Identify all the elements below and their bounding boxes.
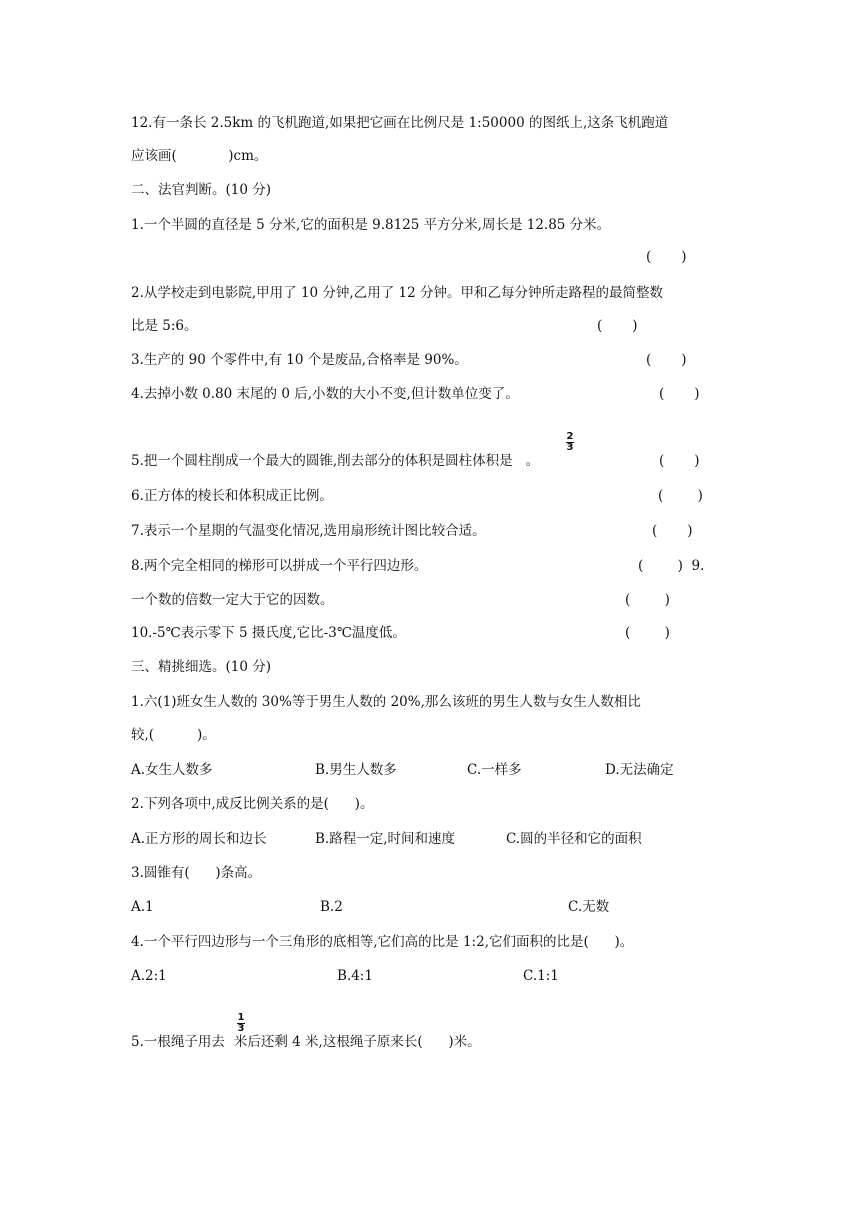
fraction-denominator: 3 xyxy=(566,442,574,453)
judge-3-answer-blank: ( ) xyxy=(646,352,687,368)
fraction-numerator: 1 xyxy=(237,1012,245,1023)
judge-4-answer-blank: ( ) xyxy=(659,386,700,402)
judge-8-text: 8.两个完全相同的梯形可以拼成一个平行四边形。 xyxy=(131,558,428,574)
section-2-title: 二、法官判断。(10 分) xyxy=(131,182,272,198)
judge-3-text: 3.生产的 90 个零件中,有 10 个是废品,合格率是 90%。 xyxy=(131,352,468,368)
section-3-title: 三、精挑细选。(10 分) xyxy=(131,659,272,675)
choice-1-text-line-1: 1.六(1)班女生人数的 30%等于男生人数的 20%,那么该班的男生人数与女生人数相比 xyxy=(131,694,641,710)
judge-7-answer-blank: ( ) xyxy=(652,523,693,539)
choice-3-text: 3.圆锥有( )条高。 xyxy=(131,865,262,881)
question-12-line-2: 应该画( )cm。 xyxy=(131,148,268,164)
choice-4-option-c: C.1:1 xyxy=(523,968,559,984)
judge-2-answer-blank: ( ) xyxy=(597,318,638,334)
choice-1-option-d: D.无法确定 xyxy=(605,762,674,778)
choice-2-text: 2.下列各项中,成反比例关系的是( )。 xyxy=(131,796,374,812)
choice-1-option-a: A.女生人数多 xyxy=(131,762,213,778)
judge-6-text: 6.正方体的棱长和体积成正比例。 xyxy=(131,488,333,504)
choice-3-option-a: A.1 xyxy=(131,899,154,915)
judge-9-text: 一个数的倍数一定大于它的因数。 xyxy=(131,592,334,608)
judge-7-text: 7.表示一个星期的气温变化情况,选用扇形统计图比较合适。 xyxy=(131,523,486,539)
judge-5-answer-blank: ( ) xyxy=(659,453,700,469)
judge-5-text xyxy=(131,451,539,471)
judge-1-text: 1.一个半圆的直径是 5 分米,它的面积是 9.8125 平方分米,周长是 12.85 分米。 xyxy=(131,217,611,233)
choice-1-option-c: C.一样多 xyxy=(467,762,522,778)
choice-3-option-b: B.2 xyxy=(320,899,343,915)
judge-9-answer-blank: ( ) xyxy=(625,592,670,608)
fraction-two-thirds xyxy=(565,432,575,453)
judge-2-text-line-2: 比是 5:6。 xyxy=(131,318,198,334)
fraction-denominator: 3 xyxy=(237,1023,245,1034)
judge-10-text: 10.-5℃表示零下 5 摄氏度,它比-3℃温度低。 xyxy=(131,625,406,641)
choice-1-option-b: B.男生人数多 xyxy=(315,762,397,778)
choice-3-option-c: C.无数 xyxy=(568,899,610,915)
judge-5-text-after: 。 xyxy=(525,453,540,469)
fraction-one-third xyxy=(236,1013,246,1034)
choice-4-option-a: A.2:1 xyxy=(131,968,167,984)
choice-2-option-a: A.正方形的周长和边长 xyxy=(131,831,267,847)
judge-4-text: 4.去掉小数 0.80 末尾的 0 后,小数的大小不变,但计数单位变了。 xyxy=(131,386,519,402)
choice-4-text: 4.一个平行四边形与一个三角形的底相等,它们高的比是 1:2,它们面积的比是( )。 xyxy=(131,934,634,950)
choice-5-text-before: 5.一根绳子用去 xyxy=(131,1034,225,1050)
judge-10-answer-blank: ( ) xyxy=(625,625,670,641)
fraction-numerator: 2 xyxy=(566,431,574,442)
choice-1-text-line-2: 较,( )。 xyxy=(131,727,216,743)
choice-5-text-after: 米后还剩 4 米,这根绳子原来长( )米。 xyxy=(233,1034,481,1050)
judge-1-answer-blank: ( ) xyxy=(646,249,687,265)
judge-2-text-line-1: 2.从学校走到电影院,甲用了 10 分钟,乙用了 12 分钟。甲和乙每分钟所走路程的最简整数 xyxy=(131,285,663,301)
judge-5-text-before: 5.把一个圆柱削成一个最大的圆锥,削去部分的体积是圆柱体积是 xyxy=(131,453,513,469)
choice-2-option-b: B.路程一定,时间和速度 xyxy=(315,831,456,847)
choice-4-option-b: B.4:1 xyxy=(337,968,373,984)
choice-5-text xyxy=(131,1032,481,1052)
judge-8-answer-blank: ( ) 9. xyxy=(638,558,705,574)
choice-2-option-c: C.圆的半径和它的面积 xyxy=(506,831,642,847)
judge-6-answer-blank: ( ) xyxy=(658,488,703,504)
question-12-line-1: 12.有一条长 2.5km 的飞机跑道,如果把它画在比例尺是 1:50000 的图纸上,这条飞机跑道 xyxy=(131,115,669,131)
